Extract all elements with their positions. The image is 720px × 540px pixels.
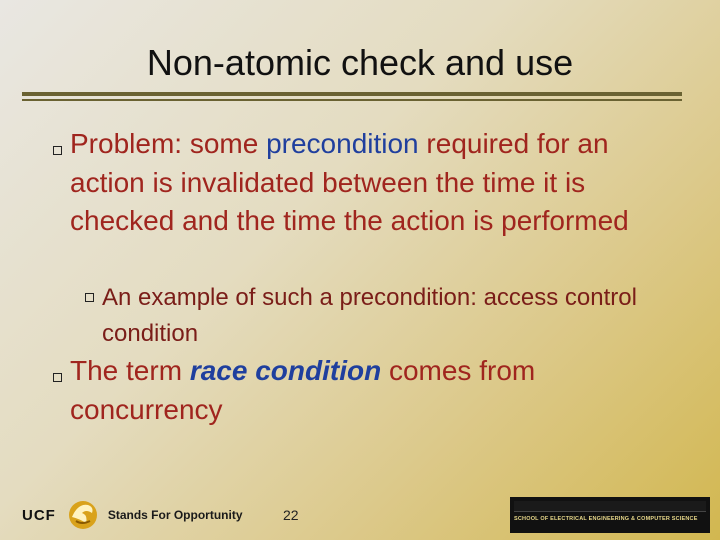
- title-divider-thin: [22, 99, 682, 101]
- bullet-1-post: required for an action is invalidated between the time it is checked and the time the action is performed: [70, 128, 629, 236]
- square-bullet-icon: [53, 373, 62, 382]
- title-divider: [22, 92, 682, 96]
- school-badge: [510, 497, 710, 533]
- ucf-wordmark: UCF: [22, 506, 56, 524]
- sub-bullet-1: An example of such a precondition: access control condition: [102, 284, 637, 347]
- bullet-2-post: comes from concurrency: [70, 355, 536, 425]
- ucf-logo: [22, 495, 243, 535]
- square-bullet-icon: [85, 293, 94, 302]
- bullet-1-accent: precondition: [266, 128, 419, 159]
- slide-title: Non-atomic check and use: [146, 42, 574, 83]
- tagline: Stands For Opportunity: [107, 508, 243, 522]
- page-number: 22: [283, 507, 299, 523]
- bullet-2: [70, 352, 670, 429]
- bullet-1: [70, 125, 690, 241]
- badge-header-bar: [514, 501, 706, 512]
- pegasus-icon: [64, 497, 102, 533]
- bullet-2-pre: The term: [70, 355, 190, 386]
- square-bullet-icon: [53, 146, 62, 155]
- bullet-1-pre: Problem: some: [70, 128, 267, 159]
- bullet-2-accent: race condition: [189, 355, 382, 386]
- school-name: SCHOOL OF ELECTRICAL ENGINEERING & COMPUTER SCIENCE: [514, 516, 698, 522]
